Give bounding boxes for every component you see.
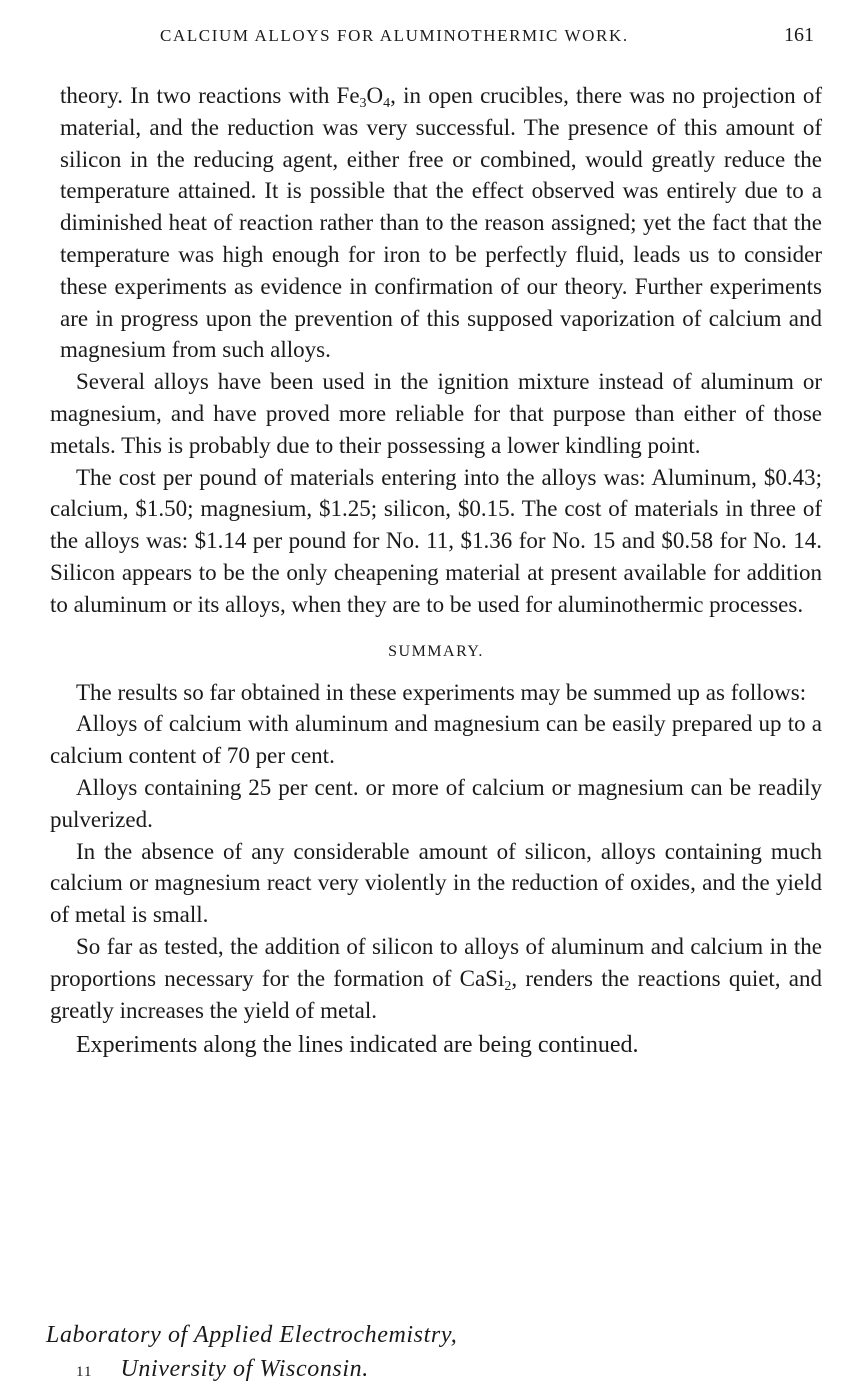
signature-line-2-row (46, 1352, 457, 1389)
subscript: 4 (383, 96, 391, 111)
paragraph-text: , in open crucibles, there was no projection of material, and the reduction was very successful. The presence of this amount of silicon in the reducing agent, either free or combined, would greatly reduce the temperature attained. It is possible that the effect observed was entirely due to a diminished heat of reaction rather than to the reason assigned; yet the fact that the temperature was high enough for iron to be perfectly fluid, leads us to consider these experiments as evidence in confirmation of our theory. Further experiments are in progress upon the prevention of this supposed vaporization of calcium and magnesium from such alloys. (60, 83, 822, 363)
paragraph-ignition: Several alloys have been used in the ignition mixture instead of aluminum or magnesium, and have proved more reliable for that purpose than either of those metals. This is probably due to their possessing a lower kindling point. (50, 369, 822, 458)
paragraph-text: So far as tested, the addition of silicon to alloys of aluminum and calcium in the proportions necessary for the formation of CaSi (50, 933, 822, 991)
paragraph-text: , renders the reactions quiet, and greatly increases the yield of metal. (50, 965, 822, 1023)
paragraph-theory (50, 80, 822, 366)
paragraph-text: O (366, 83, 384, 108)
signature-mark: 11 (76, 1364, 93, 1380)
signature-line-2: University of Wisconsin. (120, 1356, 369, 1382)
summary-item-4 (50, 931, 822, 1026)
subscript: 2 (504, 978, 512, 994)
paragraph-text: theory. In two reactions with Fe (60, 83, 360, 108)
summary-intro: The results so far obtained in these experiments may be summed up as follows: (76, 679, 807, 705)
summary-item-2: Alloys containing 25 per cent. or more of calcium or magnesium can be readily pulverized. (50, 774, 822, 832)
closing-sentence: Experiments along the lines indicated are being continued. (76, 1032, 639, 1059)
summary-item-3: In the absence of any considerable amount of silicon, alloys containing much calcium or magnesium react very violently in the reduction of oxides, and the yield of metal is small. (50, 838, 822, 928)
summary-item-1: Alloys of calcium with aluminum and magnesium can be easily prepared up to a calcium content of 70 per cent. (50, 711, 822, 769)
subscript: 3 (359, 96, 367, 111)
signature-block (46, 1318, 457, 1389)
running-title: CALCIUM ALLOYS FOR ALUMINOTHERMIC WORK. (160, 26, 629, 45)
body-text (50, 80, 822, 1062)
paragraph-cost: The cost per pound of materials entering into the alloys was: Aluminum, $0.43; calcium, $1.50; magnesium, $1.25; silicon, $0.15. The cost of materials in three of the alloys was: $1.14 per pound for No. 11, $1.36 for No. 15 and $0.58 for No. 14. Silicon appears to be the only cheapening material at present available for addition to aluminum or its alloys, when they are to be used for aluminothermic processes. (50, 464, 822, 617)
page-number: 161 (784, 24, 814, 46)
signature-line-1: Laboratory of Applied Electrochemistry, (46, 1322, 458, 1348)
summary-heading: SUMMARY. (388, 642, 484, 660)
